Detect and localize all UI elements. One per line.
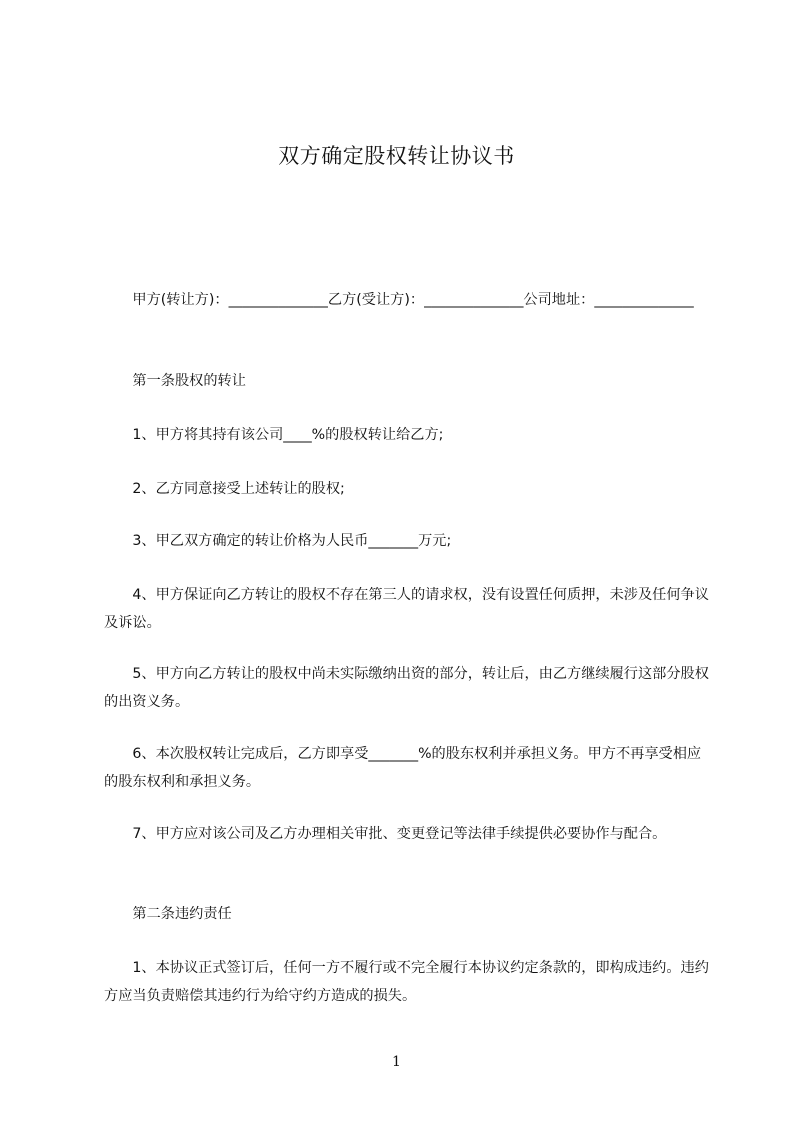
section1-item-6: 6、本次股权转让完成后，乙方即享受_______%的股东权利并承担义务。甲方不再享受相应的股东权利和承担义务。	[104, 746, 702, 790]
section1-item-5: 5、甲方向乙方转让的股权中尚未实际缴纳出资的部分，转让后，由乙方继续履行这部分股权的出资义务。	[104, 666, 709, 710]
section1-item-1: 1、甲方将其持有该公司____%的股权转让给乙方;	[132, 427, 444, 443]
document-title: 双方确定股权转让协议书	[278, 144, 515, 168]
section1-heading: 第一条股权的转让	[132, 373, 246, 389]
section1-item-4: 4、甲方保证向乙方转让的股权不存在第三人的请求权，没有设置任何质押，未涉及任何争议及诉讼。	[104, 587, 709, 631]
section1-item-7: 7、甲方应对该公司及乙方办理相关审批、变更登记等法律手续提供必要协作与配合。	[132, 826, 667, 842]
section2-heading: 第二条违约责任	[132, 906, 232, 922]
section2-item-1: 1、本协议正式签订后，任何一方不履行或不完全履行本协议约定条款的，即构成违约。违约方应当负责赔偿其违约行为给守约方造成的损失。	[104, 960, 709, 1004]
parties-line: 甲方(转让方)：______________乙方(受让方)：______________公司地址：______________	[132, 292, 694, 308]
section1-item-2: 2、乙方同意接受上述转让的股权;	[132, 481, 345, 497]
section1-item-3: 3、甲乙双方确定的转让价格为人民币_______万元;	[132, 533, 452, 549]
page-number: 1	[392, 1054, 401, 1070]
